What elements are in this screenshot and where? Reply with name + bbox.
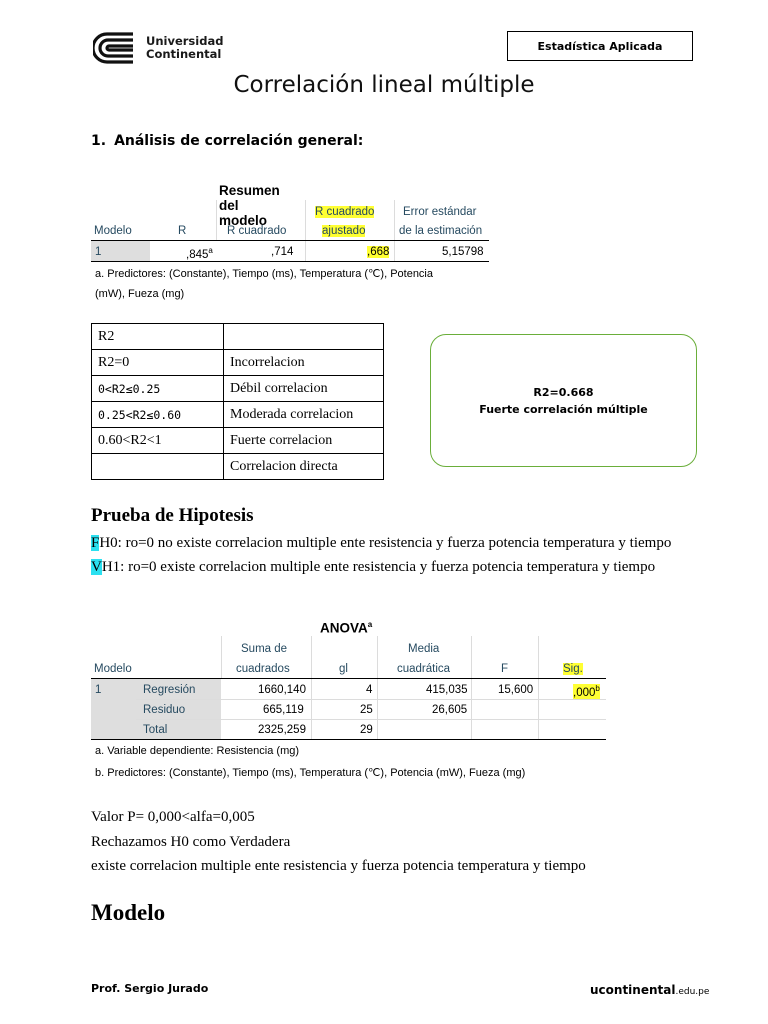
- model-summary-title: Resumen del modelo: [219, 183, 280, 228]
- r2-label: Moderada correlacion: [224, 402, 384, 428]
- hypothesis-h1: [91, 559, 655, 576]
- anova-sig-superscript: b: [595, 684, 600, 693]
- r2-interpretation-table: [91, 323, 384, 480]
- course-name-box: Estadística Aplicada: [507, 31, 693, 61]
- anova-source-regresion: Regresión: [143, 684, 196, 696]
- row-std-error: 5,15798: [442, 246, 484, 258]
- result-line-1: R2=0.668: [533, 385, 594, 399]
- anova-header-ms-1: Media: [408, 643, 440, 655]
- anova-title: [320, 620, 372, 636]
- result-callout: [430, 334, 697, 467]
- header-std-error-2: de la estimación: [399, 225, 483, 237]
- anova-ss-regresion: 1660,140: [258, 684, 306, 696]
- header-r2-adjusted-2: ajustado: [322, 225, 366, 237]
- anova-model-number: 1: [95, 684, 102, 696]
- university-logo-icon: [93, 31, 137, 65]
- anova-gl-residuo: 25: [360, 704, 373, 716]
- header-r2: R cuadrado: [227, 225, 287, 237]
- header-r2-adjusted-1: R cuadrado: [315, 206, 375, 218]
- r2-label: Incorrelacion: [224, 350, 384, 376]
- document-title: Correlación lineal múltiple: [233, 72, 535, 98]
- r2-label: Correlacion directa: [224, 454, 384, 480]
- university-logo: [93, 31, 223, 65]
- h1-marker: V: [91, 559, 102, 575]
- anova-ss-total: 2325,259: [258, 724, 306, 736]
- anova-gl-regresion: 4: [366, 684, 373, 696]
- anova-sig-value: ,000: [573, 686, 596, 699]
- h1-text: H1: ro=0 existe correlacion multiple ente resistencia y fuerza potencia temperatura y tiempo: [101, 559, 656, 575]
- anova-header-gl: gl: [339, 663, 348, 675]
- anova-note-b: b. Predictores: (Constante), Tiempo (ms), Temperatura (℃), Potencia (mW), Fueza (mg): [95, 767, 526, 779]
- anova-note-a: a. Variable dependiente: Resistencia (mg): [95, 745, 300, 757]
- conclusion-p-value: Valor P= 0,000<alfa=0,005: [91, 809, 255, 825]
- r2-range: 0.60<R2<1: [92, 428, 224, 454]
- anova-title-superscript: a: [367, 620, 373, 629]
- row-r-superscript: a: [208, 246, 213, 255]
- anova-f-regresion: 15,600: [498, 684, 534, 696]
- footer-site-sub: .edu.pe: [675, 987, 710, 997]
- table-row: [92, 454, 384, 480]
- table-row: [92, 428, 384, 454]
- row-modelo: 1: [95, 246, 102, 258]
- logo-line-2: Continental: [146, 47, 222, 61]
- anova-header-modelo: Modelo: [94, 663, 132, 675]
- anova-title-text: ANOVA: [320, 620, 368, 636]
- anova-header-f: F: [501, 663, 509, 675]
- section-label: Análisis de correlación general:: [114, 133, 364, 149]
- r2-range: 0.25<R2≤0.60: [92, 402, 224, 428]
- anova-ms-residuo: 26,605: [432, 704, 468, 716]
- anova-header-sig: Sig.: [563, 663, 583, 675]
- r2-label: [224, 324, 384, 350]
- table-row: [92, 402, 384, 428]
- conclusion-decision: Rechazamos H0 como Verdadera: [91, 834, 291, 850]
- table-row: [92, 324, 384, 350]
- r2-label: Débil correlacion: [224, 376, 384, 402]
- anova-ss-residuo: 665,119: [263, 704, 304, 716]
- logo-text: [146, 35, 223, 61]
- header-std-error-1: Error estándar: [403, 206, 477, 218]
- r2-range: R2: [92, 324, 224, 350]
- model-summary-note-1: a. Predictores: (Constante), Tiempo (ms), Temperatura (℃), Potencia: [95, 268, 433, 280]
- r2-range: [92, 454, 224, 480]
- footer-site-main: ucontinental: [590, 983, 676, 997]
- row-r2-adjusted: ,668: [367, 246, 390, 258]
- anova-ms-regresion: 415,035: [426, 684, 468, 696]
- section-number: 1.: [91, 133, 107, 149]
- hypothesis-h0: [91, 535, 671, 552]
- logo-line-1: Universidad: [146, 34, 224, 48]
- anova-header-ms-2: cuadrática: [397, 663, 451, 675]
- row-r2: ,714: [271, 246, 294, 258]
- anova-source-total: Total: [143, 724, 168, 736]
- r2-label: Fuerte correlacion: [224, 428, 384, 454]
- row-r-value: ,845: [186, 248, 209, 261]
- r2-range: 0<R2≤0.25: [92, 376, 224, 402]
- modelo-heading: Modelo: [91, 900, 166, 925]
- hypothesis-heading: Prueba de Hipotesis: [91, 505, 254, 526]
- r2-range: R2=0: [92, 350, 224, 376]
- h0-text: H0: ro=0 no existe correlacion multiple ente resistencia y fuerza potencia temperatura y tiempo: [99, 535, 672, 551]
- header-modelo: Modelo: [94, 225, 132, 237]
- anova-sig-regresion: [573, 684, 600, 699]
- section-heading-1: [91, 133, 363, 149]
- anova-source-residuo: Residuo: [143, 704, 186, 716]
- row-r: [186, 246, 213, 261]
- model-summary-note-2: (mW), Fueza (mg): [95, 288, 185, 300]
- anova-gl-total: 29: [360, 724, 373, 736]
- anova-header-ss-2: cuadrados: [236, 663, 290, 675]
- result-line-2: Fuerte correlación múltiple: [479, 402, 648, 416]
- footer-website: [590, 983, 709, 997]
- conclusion-statement: existe correlacion multiple ente resistencia y fuerza potencia temperatura y tiempo: [91, 858, 586, 874]
- table-row: [92, 350, 384, 376]
- h0-marker: F: [91, 535, 100, 551]
- anova-header-ss-1: Suma de: [241, 643, 288, 655]
- header-r: R: [178, 225, 187, 237]
- table-row: [92, 376, 384, 402]
- footer-author: Prof. Sergio Jurado: [91, 982, 209, 995]
